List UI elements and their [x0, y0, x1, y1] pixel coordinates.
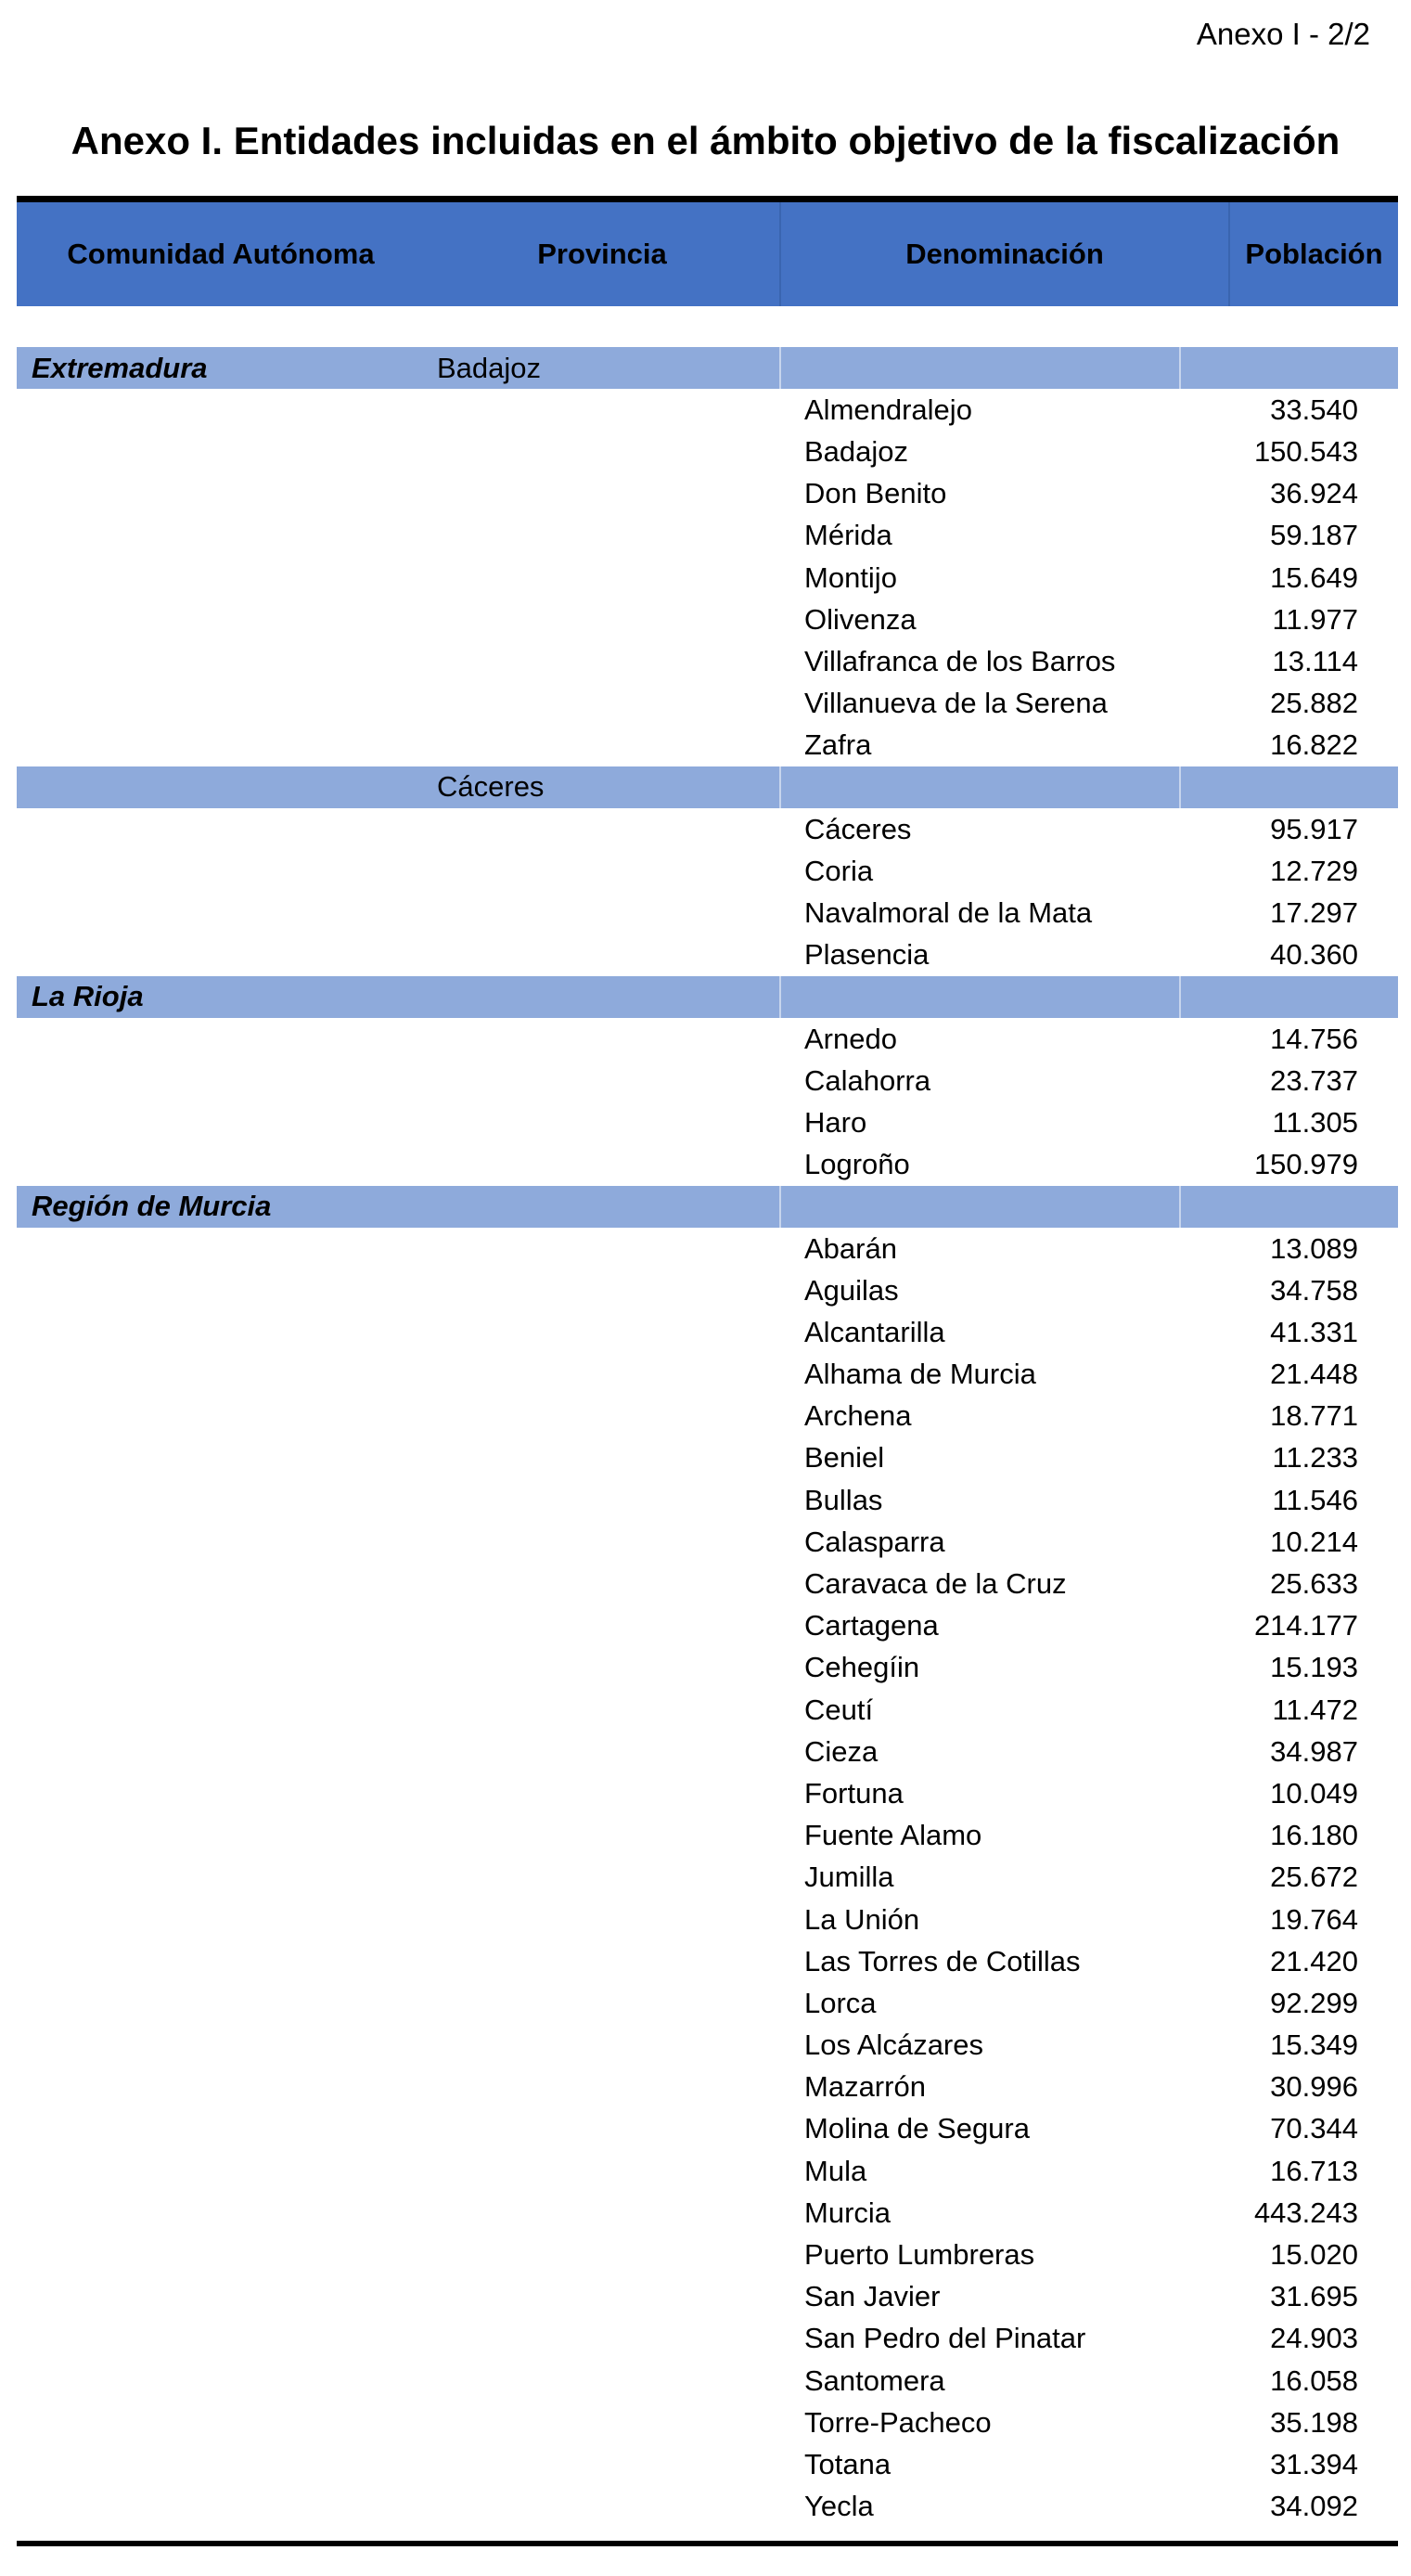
denominacion-cell: Abarán [804, 1231, 897, 1265]
denominacion-cell: Logroño [804, 1148, 910, 1181]
table-row [17, 2486, 1398, 2528]
poblacion-cell: 24.903 [1270, 2322, 1358, 2355]
band-divider [779, 1186, 781, 1228]
band-divider [1179, 976, 1181, 1018]
poblacion-cell: 16.058 [1270, 2363, 1358, 2397]
table-row [17, 2108, 1398, 2150]
table-row [17, 1815, 1398, 1857]
denominacion-cell: Torre-Pacheco [804, 2405, 992, 2439]
table-top-rule [17, 196, 1398, 202]
table-row [17, 2360, 1398, 2402]
denominacion-cell: Santomera [804, 2363, 945, 2397]
denominacion-cell: Las Torres de Cotillas [804, 1944, 1081, 1977]
denominacion-cell: Villanueva de la Serena [804, 687, 1108, 720]
header-provincia: Provincia [537, 238, 667, 270]
denominacion-cell: Caravaca de la Cruz [804, 1567, 1067, 1601]
entities-table [17, 196, 1398, 2546]
poblacion-cell: 15.193 [1270, 1651, 1358, 1684]
table-header [17, 202, 1398, 306]
denominacion-cell: Aguilas [804, 1273, 899, 1307]
poblacion-cell: 15.649 [1270, 560, 1358, 594]
denominacion-cell: Lorca [804, 1986, 877, 2019]
poblacion-cell: 19.764 [1270, 1902, 1358, 1936]
poblacion-cell: 15.020 [1270, 2238, 1358, 2272]
denominacion-cell: Molina de Segura [804, 2112, 1030, 2145]
denominacion-cell: Puerto Lumbreras [804, 2238, 1035, 2272]
poblacion-cell: 31.695 [1270, 2280, 1358, 2313]
table-row [17, 599, 1398, 640]
denominacion-cell: Mazarrón [804, 2070, 926, 2104]
poblacion-cell: 16.713 [1270, 2154, 1358, 2187]
denominacion-cell: Montijo [804, 560, 897, 594]
denominacion-cell: Beniel [804, 1441, 885, 1475]
poblacion-cell: 150.979 [1253, 1148, 1358, 1181]
table-row [17, 640, 1398, 682]
table-row [17, 1396, 1398, 1437]
poblacion-cell: 11.546 [1272, 1483, 1358, 1516]
table-row [17, 1857, 1398, 1899]
denominacion-cell: Archena [804, 1399, 912, 1433]
denominacion-cell: Calasparra [804, 1525, 945, 1558]
table-row [17, 1354, 1398, 1396]
denominacion-cell: Almendralejo [804, 393, 972, 426]
poblacion-cell: 13.089 [1270, 1231, 1358, 1265]
poblacion-cell: 34.092 [1270, 2490, 1358, 2523]
denominacion-cell: Badajoz [804, 434, 909, 468]
table-row [17, 1563, 1398, 1604]
table-row [17, 1521, 1398, 1563]
denominacion-cell: Bullas [804, 1483, 883, 1516]
table-row [17, 725, 1398, 766]
table-row [17, 2067, 1398, 2108]
poblacion-cell: 21.448 [1270, 1358, 1358, 1391]
poblacion-cell: 12.729 [1270, 854, 1358, 887]
header-poblacion: Población [1245, 238, 1383, 270]
band-divider [1179, 766, 1181, 808]
poblacion-cell: 17.297 [1270, 896, 1358, 930]
table-row [17, 1731, 1398, 1772]
table-body [17, 347, 1398, 2528]
poblacion-cell: 30.996 [1270, 2070, 1358, 2104]
denominacion-cell: Villafranca de los Barros [804, 644, 1116, 677]
denominacion-cell: Plasencia [804, 938, 930, 972]
poblacion-cell: 31.394 [1270, 2447, 1358, 2480]
poblacion-cell: 11.305 [1272, 1105, 1358, 1139]
poblacion-cell: 23.737 [1270, 1063, 1358, 1097]
poblacion-cell: 11.233 [1272, 1441, 1358, 1475]
group-band-row [17, 766, 1398, 808]
denominacion-cell: Don Benito [804, 477, 947, 510]
denominacion-cell: Jumilla [804, 1861, 894, 1894]
denominacion-cell: Mérida [804, 519, 892, 552]
table-row [17, 1269, 1398, 1311]
table-row [17, 1311, 1398, 1353]
poblacion-cell: 59.187 [1270, 519, 1358, 552]
table-row [17, 2402, 1398, 2443]
denominacion-cell: Coria [804, 854, 874, 887]
denominacion-cell: Cáceres [804, 812, 912, 845]
band-divider [1179, 347, 1181, 389]
poblacion-cell: 15.349 [1270, 2029, 1358, 2062]
poblacion-cell: 25.672 [1270, 1861, 1358, 1894]
denominacion-cell: Cieza [804, 1734, 879, 1768]
band-divider [779, 347, 781, 389]
table-row [17, 2318, 1398, 2360]
denominacion-cell: Navalmoral de la Mata [804, 896, 1093, 930]
table-row [17, 1144, 1398, 1186]
poblacion-cell: 40.360 [1270, 938, 1358, 972]
poblacion-cell: 36.924 [1270, 477, 1358, 510]
document-title: Anexo I. Entidades incluidas en el ámbito objetivo de la fiscalización [71, 119, 1340, 162]
table-row [17, 2234, 1398, 2275]
table-row [17, 683, 1398, 725]
table-row [17, 2150, 1398, 2192]
denominacion-cell: Olivenza [804, 602, 917, 636]
denominacion-cell: Calahorra [804, 1063, 931, 1097]
denominacion-cell: Los Alcázares [804, 2029, 983, 2062]
table-row [17, 1228, 1398, 1269]
table-row [17, 1479, 1398, 1521]
table-row [17, 934, 1398, 976]
poblacion-cell: 41.331 [1270, 1315, 1358, 1348]
poblacion-cell: 14.756 [1270, 1022, 1358, 1055]
table-row [17, 2443, 1398, 2485]
denominacion-cell: Fuente Alamo [804, 1819, 982, 1852]
table-row [17, 2025, 1398, 2067]
table-row [17, 1982, 1398, 2024]
band-divider [779, 766, 781, 808]
poblacion-cell: 25.882 [1270, 687, 1358, 720]
poblacion-cell: 70.344 [1270, 2112, 1358, 2145]
page-reference: Anexo I - 2/2 [1196, 17, 1370, 51]
table-row [17, 431, 1398, 472]
denominacion-cell: Cartagena [804, 1609, 939, 1642]
table-row [17, 1899, 1398, 1940]
denominacion-cell: San Javier [804, 2280, 941, 2313]
poblacion-cell: 10.214 [1270, 1525, 1358, 1558]
denominacion-cell: Fortuna [804, 1776, 904, 1810]
table-row [17, 1060, 1398, 1101]
poblacion-cell: 25.633 [1270, 1567, 1358, 1601]
poblacion-cell: 11.977 [1272, 602, 1358, 636]
table-row [17, 2192, 1398, 2234]
table-row [17, 1018, 1398, 1060]
poblacion-cell: 16.822 [1270, 728, 1358, 762]
poblacion-cell: 18.771 [1270, 1399, 1358, 1433]
table-row [17, 850, 1398, 892]
denominacion-cell: Haro [804, 1105, 867, 1139]
provincia-cell: Cáceres [437, 770, 545, 804]
comunidad-cell: La Rioja [32, 980, 144, 1013]
table-row [17, 1437, 1398, 1479]
table-row [17, 2276, 1398, 2318]
table-row [17, 389, 1398, 431]
provincia-cell: Badajoz [437, 351, 542, 384]
group-band-row [17, 347, 1398, 389]
denominacion-cell: Ceutí [804, 1693, 874, 1726]
poblacion-cell: 13.114 [1272, 644, 1358, 677]
poblacion-cell: 34.987 [1270, 1734, 1358, 1768]
table-row [17, 892, 1398, 934]
denominacion-cell: Cehegíin [804, 1651, 920, 1684]
group-band-row [17, 1186, 1398, 1228]
poblacion-cell: 34.758 [1270, 1273, 1358, 1307]
poblacion-cell: 443.243 [1253, 2196, 1358, 2229]
band-divider [1179, 1186, 1181, 1228]
denominacion-cell: Alhama de Murcia [804, 1358, 1036, 1391]
poblacion-cell: 214.177 [1253, 1609, 1358, 1642]
table-bottom-rule [17, 2541, 1398, 2546]
denominacion-cell: Alcantarilla [804, 1315, 945, 1348]
poblacion-cell: 33.540 [1270, 393, 1358, 426]
table-row [17, 557, 1398, 599]
header-denominacion: Denominación [905, 238, 1104, 270]
table-row [17, 1647, 1398, 1689]
table-row [17, 473, 1398, 515]
poblacion-cell: 16.180 [1270, 1819, 1358, 1852]
band-divider [779, 976, 781, 1018]
poblacion-cell: 95.917 [1270, 812, 1358, 845]
group-band-row [17, 976, 1398, 1018]
poblacion-cell: 11.472 [1272, 1693, 1358, 1726]
denominacion-cell: Yecla [804, 2490, 874, 2523]
table-row [17, 1772, 1398, 1814]
table-row [17, 808, 1398, 850]
comunidad-cell: Región de Murcia [32, 1190, 272, 1223]
table-row [17, 1689, 1398, 1731]
poblacion-cell: 92.299 [1270, 1986, 1358, 2019]
poblacion-cell: 21.420 [1270, 1944, 1358, 1977]
poblacion-cell: 150.543 [1253, 434, 1358, 468]
poblacion-cell: 35.198 [1270, 2405, 1358, 2439]
denominacion-cell: Murcia [804, 2196, 891, 2229]
denominacion-cell: La Unión [804, 1902, 920, 1936]
table-row [17, 515, 1398, 557]
table-row [17, 1605, 1398, 1647]
table-row [17, 1101, 1398, 1143]
denominacion-cell: Mula [804, 2154, 867, 2187]
table-row [17, 1940, 1398, 1982]
denominacion-cell: Totana [804, 2447, 891, 2480]
denominacion-cell: Arnedo [804, 1022, 897, 1055]
denominacion-cell: Zafra [804, 728, 872, 762]
comunidad-cell: Extremadura [32, 351, 208, 384]
denominacion-cell: San Pedro del Pinatar [804, 2322, 1086, 2355]
header-comunidad: Comunidad Autónoma [67, 238, 375, 270]
poblacion-cell: 10.049 [1270, 1776, 1358, 1810]
